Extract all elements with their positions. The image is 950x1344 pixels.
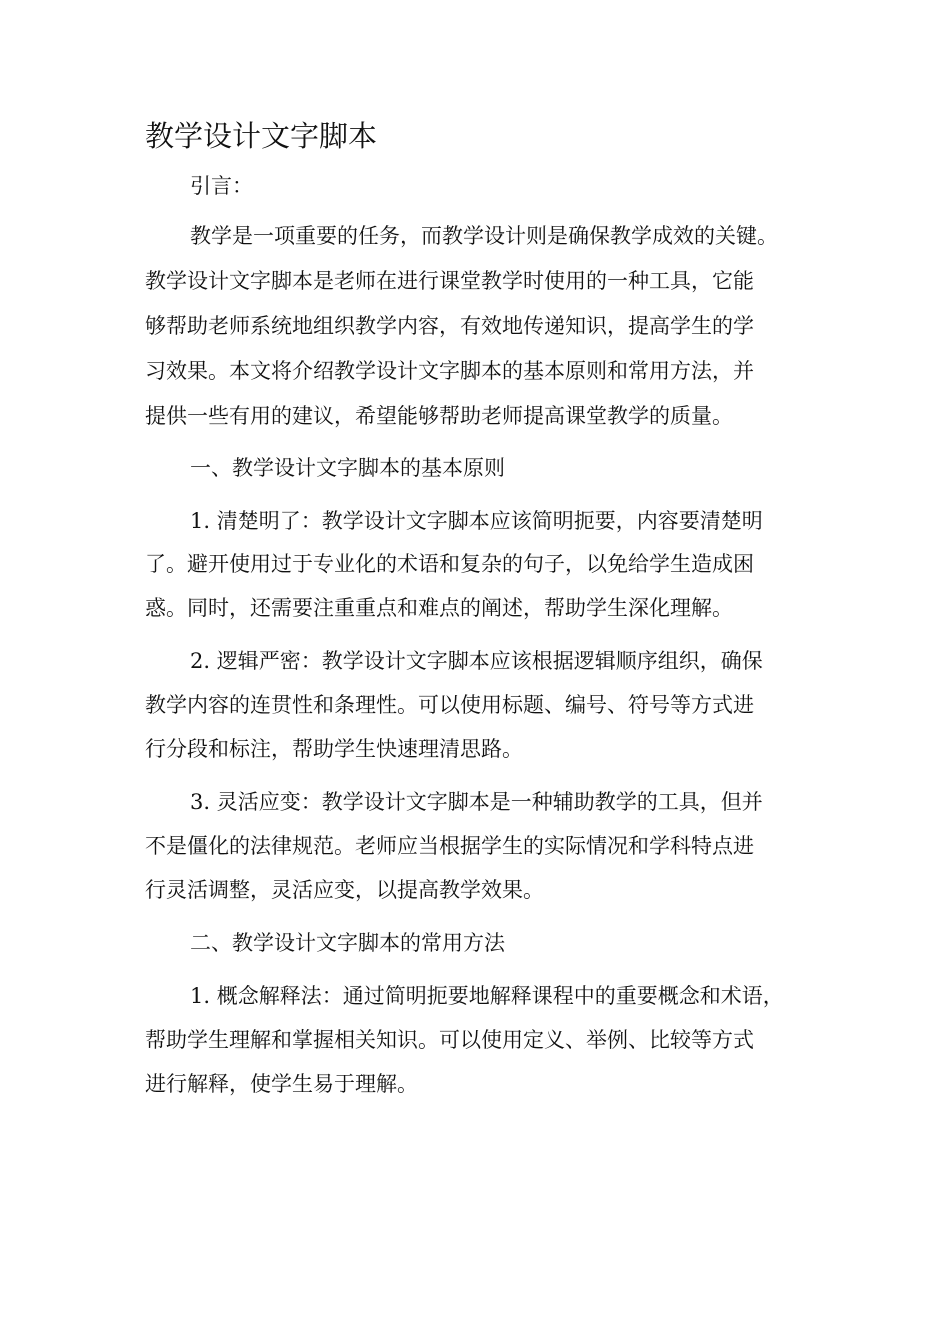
intro-label: 引言： [190,174,253,198]
intro-line: 教学是一项重要的任务，而教学设计则是确保教学成效的关键。 [190,224,778,248]
principle-2-line: 2. 逻辑严密：教学设计文字脚本应该根据逻辑顺序组织，确保 [190,649,763,673]
principle-1-line: 1. 清楚明了：教学设计文字脚本应该简明扼要，内容要清楚明 [190,509,763,533]
intro-line: 提供一些有用的建议，希望能够帮助老师提高课堂教学的质量。 [145,404,733,428]
principle-3-line: 行灵活调整，灵活应变，以提高教学效果。 [145,878,544,902]
section-heading-methods: 二、教学设计文字脚本的常用方法 [190,931,505,955]
principle-1-line: 惑。同时，还需要注重重点和难点的阐述，帮助学生深化理解。 [145,596,733,620]
principle-1-line: 了。避开使用过于专业化的术语和复杂的句子，以免给学生造成困 [145,552,754,576]
intro-line: 够帮助老师系统地组织教学内容，有效地传递知识，提高学生的学 [145,314,754,338]
method-1-line: 1. 概念解释法：通过简明扼要地解释课程中的重要概念和术语， [190,984,784,1008]
principle-3-line: 3. 灵活应变：教学设计文字脚本是一种辅助教学的工具，但并 [190,790,763,814]
principle-2-line: 教学内容的连贯性和条理性。可以使用标题、编号、符号等方式进 [145,693,754,717]
section-heading-principles: 一、教学设计文字脚本的基本原则 [190,456,505,480]
document-title: 教学设计文字脚本 [145,119,378,153]
principle-3-line: 不是僵化的法律规范。老师应当根据学生的实际情况和学科特点进 [145,834,754,858]
method-1-line: 进行解释，使学生易于理解。 [145,1072,418,1096]
intro-line: 习效果。本文将介绍教学设计文字脚本的基本原则和常用方法，并 [145,359,754,383]
principle-2-line: 行分段和标注，帮助学生快速理清思路。 [145,737,523,761]
intro-line: 教学设计文字脚本是老师在进行课堂教学时使用的一种工具，它能 [145,269,754,293]
method-1-line: 帮助学生理解和掌握相关知识。可以使用定义、举例、比较等方式 [145,1028,754,1052]
